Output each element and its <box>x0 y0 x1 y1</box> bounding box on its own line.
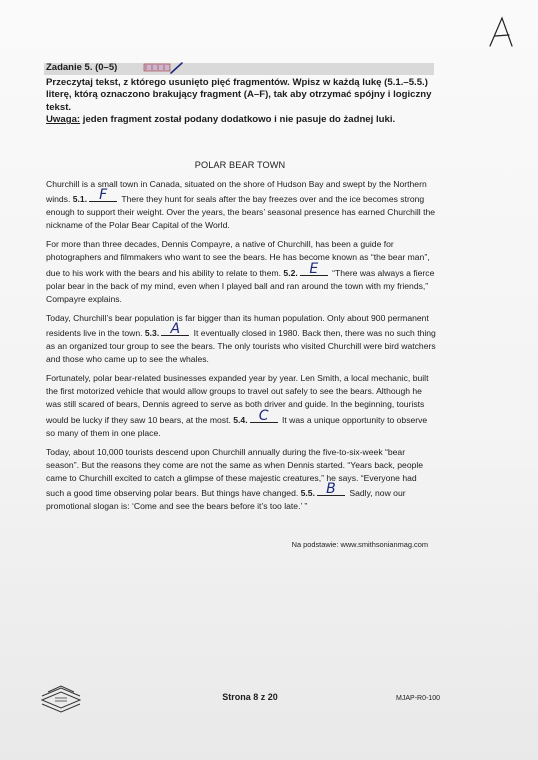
gap-5-2-label: 5.2. <box>283 267 298 278</box>
instruction-note <box>46 114 446 126</box>
page-number: Strona 8 z 20 <box>222 692 278 702</box>
article-title: POLAR BEAR TOWN <box>194 160 286 170</box>
paragraph-text: It eventually closed in 1980. Back then, there was no such thing as an organized tour group to see the bears. The only tourists who visited Churchill were bird watchers and those who came up to see the whales. <box>46 327 436 365</box>
gap-5-3-label: 5.3. <box>144 327 160 338</box>
paragraph-5 <box>46 446 436 513</box>
handwritten-answer: C <box>258 407 269 424</box>
task-title: Zadanie 5. (0–5) <box>46 62 118 73</box>
gap-5-3-answer-field[interactable] <box>161 320 189 337</box>
exam-code: MJAP-R0-100 <box>396 695 440 702</box>
paragraph-text: Today, about 10,000 tourists descend upon Churchill annually during the five-to-six-week “bear season”. But the reasons they come are not the same as when Dennis started. “Years back, people came to Churchill excited to catch a glimpse of these majestic creatures,” he says. “Everyone had such a good time observing polar bears. But things have changed. <box>46 446 424 498</box>
handwritten-corner-mark <box>486 14 520 50</box>
instruction-text: Przeczytaj tekst, z którego usunięto pięć fragmentów. Wpisz w każdą lukę (5.1.–5.5.) literę, którą oznaczono brakujący fragment (A–F), tak aby otrzymać spójny i logiczny tekst. <box>46 77 432 113</box>
task-instructions <box>46 77 446 127</box>
gap-5-1-label: 5.1. <box>72 194 88 205</box>
score-boxes-icon <box>142 62 186 74</box>
paragraph-4 <box>46 372 436 439</box>
paragraph-1 <box>46 178 436 232</box>
gap-5-5-answer-field[interactable] <box>317 480 345 497</box>
handwritten-answer: E <box>309 260 319 277</box>
article-source: Na podstawie: www.smithsonianmag.com <box>291 540 428 549</box>
gap-5-2-answer-field[interactable] <box>300 260 328 277</box>
paragraph-text: “There was always a fierce polar bear in the back of my mind, even when I played ball and ran around the town with my friends,” Compayre explains. <box>46 267 435 304</box>
paragraph-text: Fortunately, polar bear-related businesses expanded year by year. Len Smith, a local mechanic, built the first motorized vehicle that would allow groups to travel out safely to see the bears. Although he was still scared of bears, Dennis agreed to serve as both driver and guide. In the beginning, tourists would be lucky if they saw 10 bears, at the most. <box>46 373 429 425</box>
handwritten-answer: B <box>326 480 336 497</box>
paragraph-text: Churchill is a small town in Canada, situated on the shore of Hudson Bay and swept by the Northern winds. <box>46 179 427 205</box>
paragraph-3 <box>46 312 436 366</box>
cke-logo-icon <box>40 680 82 714</box>
gap-5-4-answer-field[interactable] <box>250 407 278 424</box>
handwritten-answer: F <box>99 187 108 204</box>
note-label: Uwaga: <box>46 114 81 126</box>
paragraph-text: For more than three decades, Dennis Compayre, a native of Churchill, has been a guide for photographers and filmmakers who want to see the bears. He has become known as “the bear man”, due to his work with the bears and his ability to relate to them. <box>46 239 430 278</box>
handwritten-answer: A <box>170 320 181 337</box>
paragraph-text: Today, Churchill’s bear population is far bigger than its human population. Only about 900 permanent residents live in the town. <box>46 312 429 338</box>
paragraph-2 <box>46 238 436 305</box>
paragraph-text: There they hunt for seals after the bay freezes over and the ice becomes strong enough to support their weight. Over the years, the bears’ seasonal presence has earned Churchill the nickname of the Polar Bear Capital of the World. <box>46 194 436 231</box>
article-body <box>46 178 436 519</box>
paragraph-text: It was a unique opportunity to observe so many of them in one place. <box>46 414 428 438</box>
paragraph-text: Sadly, now our promotional slogan is: ‘Come and see the bears before it’s too late.’ ” <box>46 487 406 512</box>
gap-5-5-label: 5.5. <box>300 487 315 498</box>
gap-5-1-answer-field[interactable] <box>89 187 117 204</box>
note-text: jeden fragment został podany dodatkowo i nie pasuje do żadnej luki. <box>80 114 396 126</box>
gap-5-4-label: 5.4. <box>233 414 248 425</box>
